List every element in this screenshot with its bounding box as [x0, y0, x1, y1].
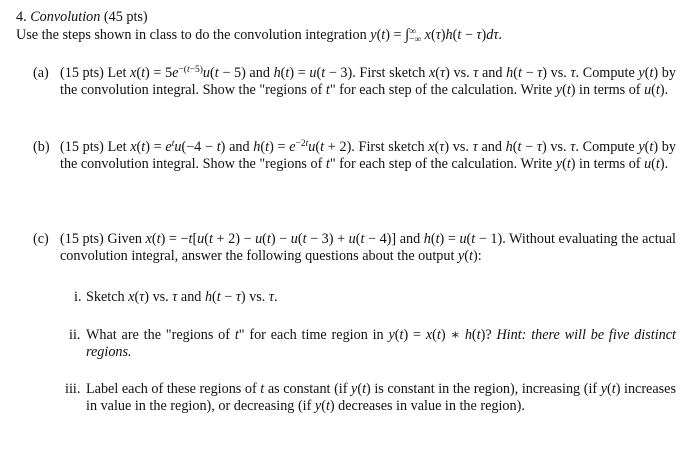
- problem-points: (45 pts): [103, 9, 148, 25]
- subpart-iii-label: iii.: [65, 381, 81, 397]
- part-a-text: (15 pts) Let $x(t) = 5e^{-(t-5)}u(t - 5)$ and h(t) = u(t − 3). First sketch x(τ) vs. τ and h(t − τ) vs. τ. Compute y(t) by the convolution integral. Show the "regions of t" for each step of the calculation. Write y(t) in terms of u(t).: [60, 65, 676, 98]
- problem-header: [16, 9, 686, 44]
- subpart-ii-label: ii.: [69, 327, 81, 343]
- problem-intro: Use the steps shown in class to do the convolution integration $y(t) = \int^\infty_{-\infty}$ x(τ)h(t − τ)dτ.: [16, 27, 502, 45]
- subpart-ii-hint: Hint: there will be five distinct regions.: [86, 327, 676, 360]
- part-b-label: (b): [33, 139, 50, 155]
- problem-title: Convolution: [30, 9, 101, 25]
- part-a: [33, 65, 676, 99]
- problem-number: 4.: [16, 9, 27, 25]
- subpart-ii: [69, 327, 676, 361]
- subpart-i: [72, 289, 676, 306]
- subpart-i-text: Sketch x(τ) vs. τ and h(t − τ) vs. τ.: [86, 289, 278, 305]
- part-b: [33, 139, 676, 173]
- subpart-iii: [65, 381, 676, 415]
- subpart-iii-text: Label each of these regions of t as constant (if y(t) is constant in the region), increasing (if y(t) increases in value in the region), or decreasing (if y(t) decreases in value in the region).: [86, 381, 676, 414]
- subpart-i-label: i.: [74, 289, 82, 305]
- part-c: [33, 231, 676, 265]
- part-c-text: (15 pts) Given x(t) = −t[u(t + 2) − u(t) − u(t − 3) + u(t − 4)] and h(t) = u(t − 1). Without evaluating the actual convolution integral, answer the following questions about the output y(t):: [60, 231, 676, 264]
- part-c-label: (c): [33, 231, 49, 247]
- part-a-label: (a): [33, 65, 49, 81]
- subpart-ii-text: What are the "regions of t" for each time region in y(t) = x(t) ∗ h(t)? Hint: there will be five distinct regions.: [86, 327, 676, 360]
- part-b-text: (15 pts) Let $x(t) = e^tu(-4 - t)$ and $h(t) = e^{-2t}u(t + 2)$. First sketch x(τ) vs. τ and h(t − τ) vs. τ. Compute y(t) by the convolution integral. Show the "regions of t" for each step of the calculation. Write y(t) in terms of u(t).: [60, 139, 676, 172]
